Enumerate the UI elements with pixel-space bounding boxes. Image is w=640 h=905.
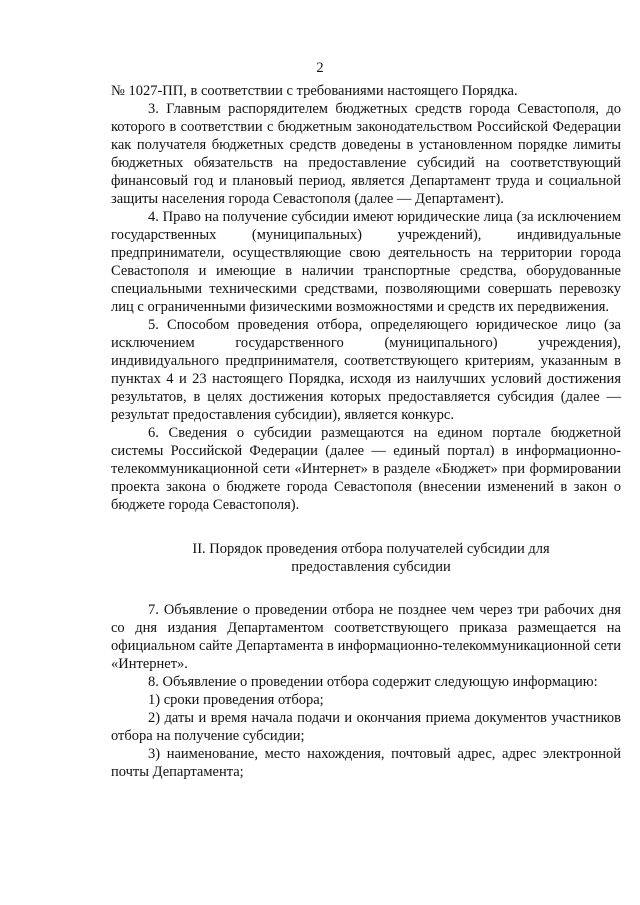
paragraph-item-8: 8. Объявление о проведении отбора содержит следующую информацию:: [148, 674, 598, 690]
paragraph-item-5: 5. Способом проведения отбора, определяющего юридическое лицо (за исключением государственного (муниципального) учреждения), индивидуального предпринимателя, соответствующего критериям, указанным в пунктах 4 и 23 настоящего Порядка, исходя из наилучших условий достижения результатов, в целях достижения которых предоставляется субсидия (далее — результат предоставления субсидии), является конкурс.: [111, 317, 621, 423]
section-heading: [111, 540, 621, 576]
section-heading-line-2: предоставления субсидии: [291, 559, 451, 575]
list-item-2: 2) даты и время начала подачи и окончания приема документов участников отбора на получение субсидии;: [111, 710, 621, 744]
paragraph-item-6: 6. Сведения о субсидии размещаются на едином портале бюджетной системы Российской Федерации (далее — единый портал) в информационно-телекоммуникационной сети «Интернет» в разделе «Бюджет» при формировании проекта закона о бюджете города Севастополя (внесении изменений в закон о бюджете города Севастополя).: [111, 425, 621, 513]
paragraph-item-4: 4. Право на получение субсидии имеют юридические лица (за исключением государственных (муниципальных) учреждений), индивидуальные предприниматели, осуществляющие свою деятельность на территории города Севастополя и имеющие в наличии транспортные средства, оборудованные специальными техническими средствами, позволяющими совершать перевозку лиц с ограниченными физическими возможностями и средств их передвижения.: [111, 209, 621, 315]
paragraph-item-3: 3. Главным распорядителем бюджетных средств города Севастополя, до которого в соответствии с бюджетным законодательством Российской Федерации как получателя бюджетных средств доведены в установленном порядке лимиты бюджетных обязательств на предоставление субсидий на соответствующий финансовый год и плановый период, является Департамент труда и социальной защиты населения города Севастополя (далее — Департамент).: [111, 101, 621, 207]
page-number: 2: [316, 60, 324, 76]
list-item-1: 1) сроки проведения отбора;: [148, 692, 324, 708]
paragraph-item-7: 7. Объявление о проведении отбора не позднее чем через три рабочих дня со дня издания Департаментом соответствующего приказа размещается на официальном сайте Департамента в информационно-телекоммуникационной сети «Интернет».: [111, 602, 621, 672]
paragraph-continuation: № 1027-ПП, в соответствии с требованиями настоящего Порядка.: [111, 83, 518, 99]
section-heading-line-1: II. Порядок проведения отбора получателей субсидии для: [192, 541, 550, 557]
document-body: [111, 82, 621, 781]
list-item-3: 3) наименование, место нахождения, почтовый адрес, адрес электронной почты Департамента;: [111, 746, 621, 780]
